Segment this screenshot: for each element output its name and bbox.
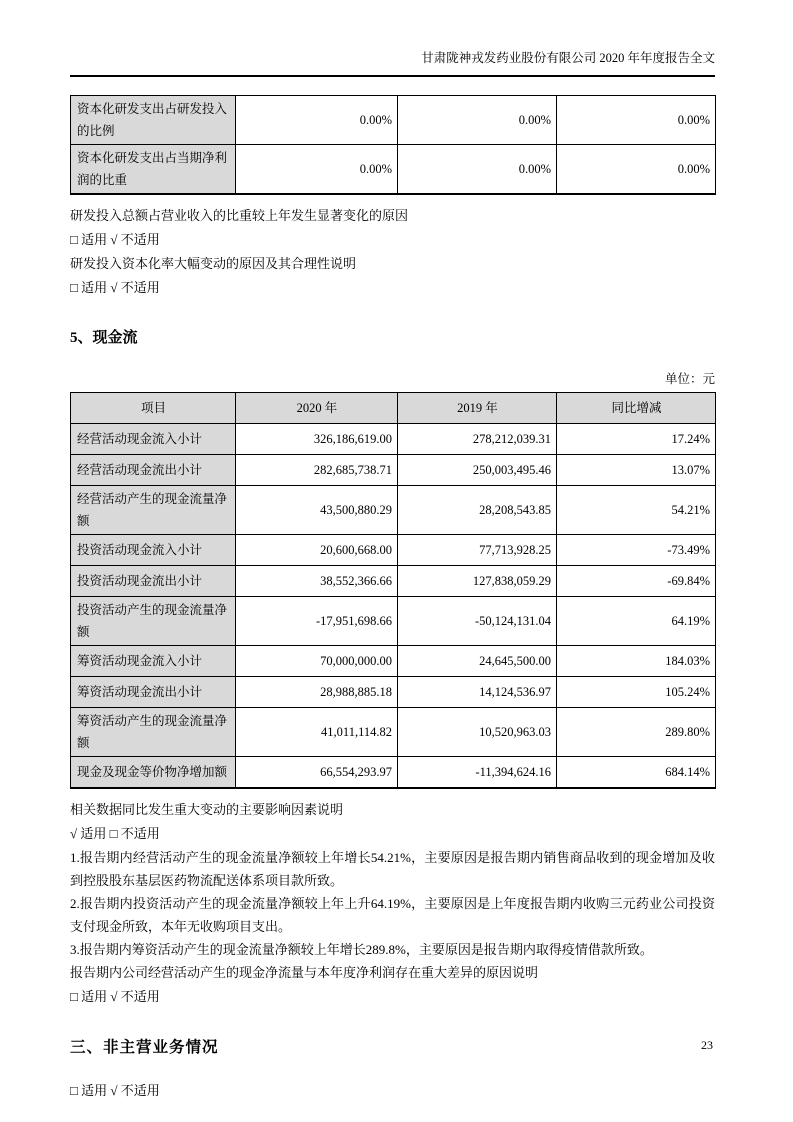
value-cell: 41,011,114.82 <box>236 708 398 757</box>
cashflow-note-difference: 报告期内公司经营活动产生的现金净流量与本年度净利润存在重大差异的原因说明 <box>70 965 539 980</box>
row-label-cell: 现金及现金等价物净增加额 <box>71 757 236 789</box>
value-cell: 105.24% <box>557 677 716 708</box>
table-row <box>71 96 716 145</box>
value-cell: 14,124,536.97 <box>398 677 557 708</box>
value-cell: 10,520,963.03 <box>398 708 557 757</box>
table-row <box>71 677 716 708</box>
section-heading-non-principal-business: 三、非主营业务情况 <box>70 1039 219 1056</box>
column-header: 2020 年 <box>236 393 398 424</box>
column-header: 同比增减 <box>557 393 716 424</box>
row-label-cell: 投资活动产生的现金流量净额 <box>71 597 236 646</box>
value-cell: 0.00% <box>236 96 398 145</box>
rd-note-capitalization: 研发投入资本化率大幅变动的原因及其合理性说明 <box>70 256 357 271</box>
value-cell: 250,003,495.46 <box>398 455 557 486</box>
column-header: 项目 <box>71 393 236 424</box>
value-cell: 0.00% <box>398 145 557 195</box>
value-cell: 127,838,059.29 <box>398 566 557 597</box>
row-label-cell: 经营活动现金流入小计 <box>71 424 236 455</box>
row-label-cell: 筹资活动现金流出小计 <box>71 677 236 708</box>
row-label-cell: 投资活动现金流出小计 <box>71 566 236 597</box>
table-row <box>71 646 716 677</box>
page-number: 23 <box>701 1038 713 1052</box>
value-cell: 38,552,366.66 <box>236 566 398 597</box>
page-content <box>70 95 715 1103</box>
row-label-cell: 资本化研发支出占当期净利润的比重 <box>71 145 236 195</box>
value-cell: -11,394,624.16 <box>398 757 557 789</box>
rd-note-reason: 研发投入总额占营业收入的比重较上年发生显著变化的原因 <box>70 208 409 223</box>
section-heading-cashflow: 5、现金流 <box>70 330 138 346</box>
row-label-cell: 经营活动产生的现金流量净额 <box>71 486 236 535</box>
applicability-line: □ 适用 √ 不适用 <box>70 280 160 295</box>
value-cell: 54.21% <box>557 486 716 535</box>
value-cell: 278,212,039.31 <box>398 424 557 455</box>
row-label-cell: 筹资活动产生的现金流量净额 <box>71 708 236 757</box>
table-row <box>71 486 716 535</box>
cashflow-note-title: 相关数据同比发生重大变动的主要影响因素说明 <box>70 802 344 817</box>
page-header-title: 甘肃陇神戎发药业股份有限公司 2020 年年度报告全文 <box>70 48 715 77</box>
row-label-cell: 投资活动现金流入小计 <box>71 535 236 566</box>
value-cell: 326,186,619.00 <box>236 424 398 455</box>
applicability-line: □ 适用 √ 不适用 <box>70 232 160 247</box>
value-cell: 17.24% <box>557 424 716 455</box>
value-cell: 684.14% <box>557 757 716 789</box>
value-cell: 77,713,928.25 <box>398 535 557 566</box>
value-cell: -69.84% <box>557 566 716 597</box>
value-cell: -73.49% <box>557 535 716 566</box>
value-cell: 66,554,293.97 <box>236 757 398 789</box>
table-row <box>71 145 716 195</box>
value-cell: -50,124,131.04 <box>398 597 557 646</box>
row-label-cell: 经营活动现金流出小计 <box>71 455 236 486</box>
table-row <box>71 757 716 789</box>
column-header: 2019 年 <box>398 393 557 424</box>
value-cell: 24,645,500.00 <box>398 646 557 677</box>
table-row <box>71 708 716 757</box>
table-header-row <box>71 393 716 424</box>
value-cell: 28,988,885.18 <box>236 677 398 708</box>
row-label-cell: 资本化研发支出占研发投入的比例 <box>71 96 236 145</box>
value-cell: -17,951,698.66 <box>236 597 398 646</box>
table-row <box>71 424 716 455</box>
value-cell: 70,000,000.00 <box>236 646 398 677</box>
value-cell: 289.80% <box>557 708 716 757</box>
cashflow-table <box>70 392 716 789</box>
table-row <box>71 535 716 566</box>
value-cell: 0.00% <box>236 145 398 195</box>
value-cell: 43,500,880.29 <box>236 486 398 535</box>
unit-label: 单位：元 <box>664 372 715 386</box>
value-cell: 0.00% <box>398 96 557 145</box>
value-cell: 13.07% <box>557 455 716 486</box>
applicability-line: √ 适用 □ 不适用 <box>70 826 160 841</box>
table-row <box>71 566 716 597</box>
applicability-line: □ 适用 √ 不适用 <box>70 1083 160 1098</box>
value-cell: 28,208,543.85 <box>398 486 557 535</box>
cashflow-note-3: 3.报告期内筹资活动产生的现金流量净额较上年增长289.8%，主要原因是报告期内取得疫情借款所致。 <box>70 942 653 957</box>
value-cell: 184.03% <box>557 646 716 677</box>
applicability-line: □ 适用 √ 不适用 <box>70 989 160 1004</box>
capitalized-rd-table <box>70 95 716 195</box>
value-cell: 282,685,738.71 <box>236 455 398 486</box>
value-cell: 64.19% <box>557 597 716 646</box>
table-row <box>71 455 716 486</box>
table-row <box>71 597 716 646</box>
value-cell: 0.00% <box>557 96 716 145</box>
cashflow-note-1: 1.报告期内经营活动产生的现金流量净额较上年增长54.21%，主要原因是报告期内销售商品收到的现金增加及收到控股股东基层医药物流配送体系项目款所致。 <box>70 850 715 888</box>
value-cell: 0.00% <box>557 145 716 195</box>
row-label-cell: 筹资活动现金流入小计 <box>71 646 236 677</box>
cashflow-note-2: 2.报告期内投资活动产生的现金流量净额较上年上升64.19%，主要原因是上年度报告期内收购三元药业公司投资支付现金所致，本年无收购项目支出。 <box>70 896 715 934</box>
value-cell: 20,600,668.00 <box>236 535 398 566</box>
